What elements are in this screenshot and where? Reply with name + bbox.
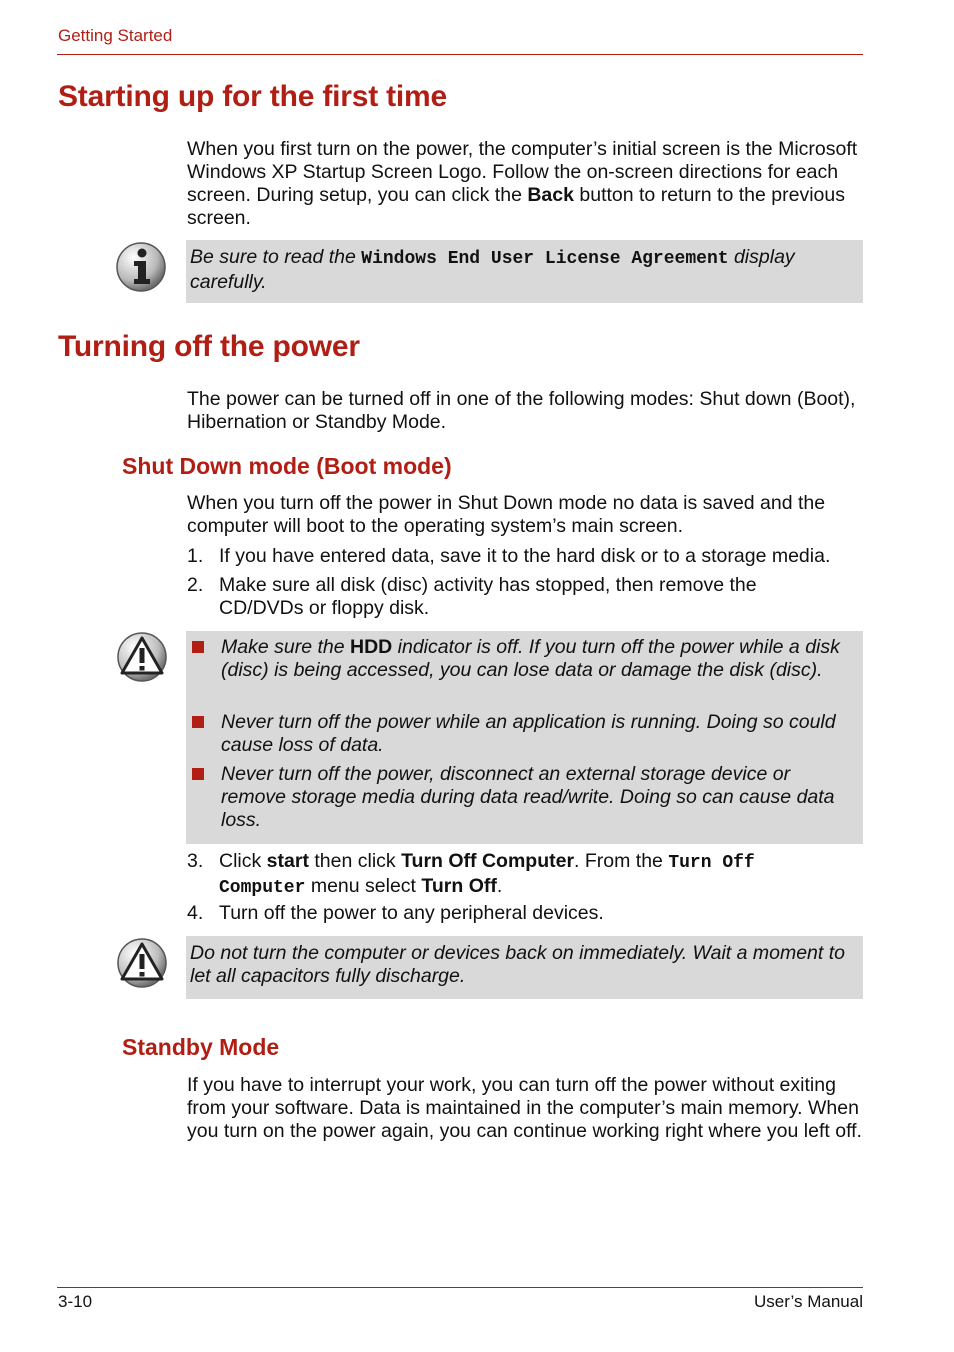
text-run: Click (219, 850, 267, 872)
text-run: button to return to the previous screen. (187, 184, 845, 229)
section-title-turning-off: Turning off the power (58, 330, 360, 363)
info-icon (115, 241, 167, 293)
footer-rule (57, 1287, 863, 1288)
text-run: . From the (574, 850, 669, 872)
caution-2-text: Do not turn the computer or devices back on immediately. Wait a moment to let all capacitors fully discharge. (190, 942, 845, 987)
caution-note-box-2 (186, 936, 863, 999)
text-run: menu select (305, 875, 422, 897)
bullet-square (192, 768, 204, 780)
step-number: 4. (187, 902, 204, 924)
text-run: When you first turn on the power, the computer’s initial screen is the Microsoft Windows XP Startup Screen Logo. Follow the on-screen directions for each screen. During setup, you can click the (187, 138, 858, 206)
caution-item-hdd (221, 636, 859, 682)
caution-icon (116, 631, 168, 683)
start-term: start (266, 850, 309, 872)
info-note-box (186, 240, 863, 303)
step-2-text: Make sure all disk (disc) activity has stopped, then remove the CD/DVDs or floppy disk. (219, 574, 757, 619)
step-number: 1. (187, 545, 204, 567)
bullet-square (192, 716, 204, 728)
header-rule (57, 54, 863, 55)
standby-paragraph: If you have to interrupt your work, you can turn off the power without exiting from your software. Data is maintained in the computer’s main memory. When you turn on the power again, you can continue working right where you left off. (187, 1074, 862, 1142)
text-run: indicator is off. If you turn off the power while a disk (disc) is being accessed, you can lose data or damage the disk (disc). (221, 636, 840, 681)
step-4-text: Turn off the power to any peripheral devices. (219, 902, 604, 924)
hdd-term: HDD (349, 636, 393, 658)
text-run: display carefully. (190, 246, 795, 293)
step-number: 3. (187, 850, 204, 872)
step-number: 2. (187, 574, 204, 596)
page-number: 3-10 (58, 1292, 93, 1311)
caution-item-application: Never turn off the power while an application is running. Doing so could cause loss of data. (221, 711, 836, 756)
caution-item-storage: Never turn off the power, disconnect an external storage device or remove storage media during data read/write. Doing so can cause data loss. (221, 763, 835, 831)
text-run: . (496, 875, 503, 897)
text-run: Be sure to read the (190, 246, 362, 268)
subsection-title-shutdown: Shut Down mode (Boot mode) (122, 453, 452, 479)
license-agreement-code: Windows End User License Agreement (361, 249, 729, 269)
shutdown-paragraph: When you turn off the power in Shut Down mode no data is saved and the computer will boot to the operating system’s main screen. (187, 492, 826, 537)
section-title-starting-up: Starting up for the first time (58, 80, 448, 113)
step-1-text: If you have entered data, save it to the hard disk or to a storage media. (219, 545, 831, 567)
caution-note-box (186, 631, 863, 844)
turn-off-computer-code: Turn Off Computer (219, 853, 755, 898)
info-note-text (190, 246, 858, 294)
manual-title: User’s Manual (754, 1292, 863, 1311)
caution-icon (116, 937, 168, 989)
text-run: Make sure the (221, 636, 350, 658)
running-header: Getting Started (58, 26, 173, 45)
turn-off-term: Turn Off (421, 875, 497, 897)
text-run: then click (308, 850, 402, 872)
turning-off-paragraph: The power can be turned off in one of the following modes: Shut down (Boot), Hibernation or Standby Mode. (187, 388, 856, 433)
turn-off-computer-term: Turn Off Computer (401, 850, 575, 872)
back-button-term: Back (527, 184, 574, 206)
bullet-square (192, 641, 204, 653)
subsection-title-standby: Standby Mode (122, 1034, 280, 1060)
starting-up-paragraph (187, 138, 863, 230)
step-3-text (219, 850, 819, 900)
